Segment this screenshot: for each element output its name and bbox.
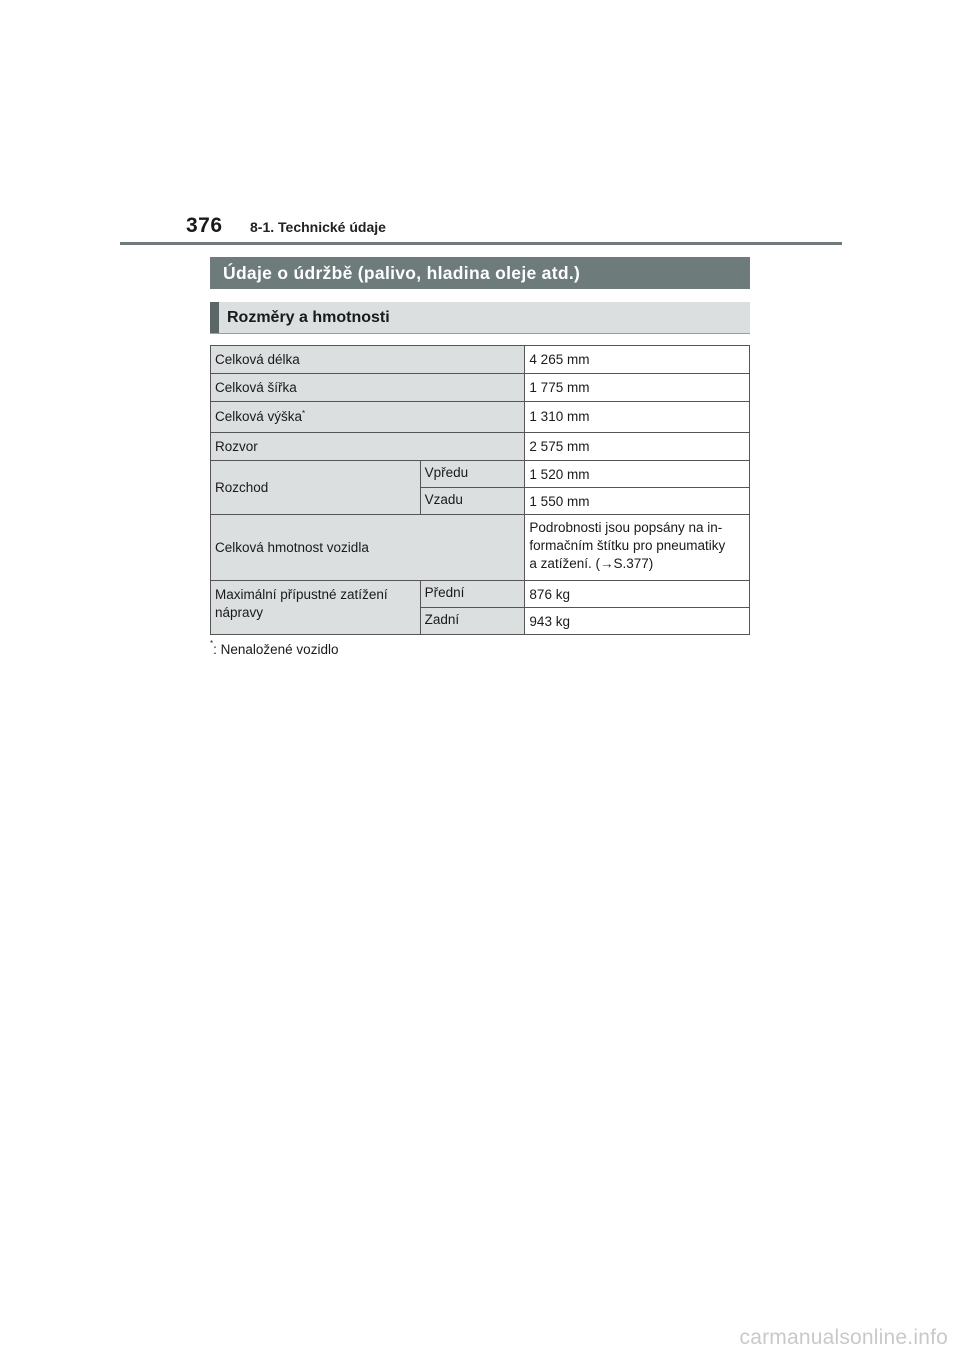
- table-row: [211, 374, 750, 402]
- track-label: Rozchod: [211, 461, 421, 515]
- wheelbase-label: Rozvor: [211, 433, 525, 461]
- length-value: 4 265 mm: [525, 346, 750, 374]
- wheelbase-value: 2 575 mm: [525, 433, 750, 461]
- header-divider: [120, 242, 842, 245]
- axle-rear-value: 943 kg: [525, 608, 750, 635]
- dimensions-table: [210, 345, 750, 635]
- axle-front-label: Přední: [420, 581, 525, 608]
- height-label: Celková výška: [215, 409, 303, 424]
- axle-load-label: [211, 581, 421, 635]
- gross-weight-label: Celková hmotnost vozidla: [211, 515, 525, 581]
- page-number: 376: [186, 214, 223, 237]
- section-title: Údaje o údržbě (palivo, hladina oleje atd.): [223, 263, 581, 283]
- table-row: [211, 346, 750, 374]
- table-row: [211, 433, 750, 461]
- footnote-text: : Nenaložené vozidlo: [213, 642, 339, 657]
- axle-load-line: Maximální přípustné zatížení: [215, 587, 388, 602]
- width-value: 1 775 mm: [525, 374, 750, 402]
- footnote-marker: *: [210, 639, 214, 648]
- gross-weight-value: [525, 515, 750, 581]
- table-row: [211, 461, 750, 488]
- gross-weight-line: Podrobnosti jsou popsány na in-: [529, 520, 723, 535]
- length-label: Celková délka: [211, 346, 525, 374]
- chapter-title: 8-1. Technické údaje: [250, 219, 386, 235]
- track-front-value: 1 520 mm: [525, 461, 750, 488]
- height-label-cell: [211, 402, 525, 433]
- footnote: [210, 639, 339, 657]
- track-front-label: Vpředu: [420, 461, 525, 488]
- width-label: Celková šířka: [211, 374, 525, 402]
- axle-front-value: 876 kg: [525, 581, 750, 608]
- table-row: [211, 515, 750, 581]
- table-row: [211, 402, 750, 433]
- height-footnote-marker: *: [302, 409, 306, 418]
- axle-load-line: nápravy: [215, 605, 264, 620]
- track-rear-label: Vzadu: [420, 488, 525, 515]
- gross-weight-line: a zatížení. (→S.377): [529, 556, 654, 571]
- subsection-accent: [210, 302, 219, 333]
- subsection-title: Rozměry a hmotnosti: [227, 309, 390, 326]
- subsection-heading: [210, 302, 750, 334]
- axle-rear-label: Zadní: [420, 608, 525, 635]
- watermark: carmanualsonline.info: [739, 1326, 948, 1349]
- table-row: [211, 581, 750, 608]
- gross-weight-line: formačním štítku pro pneumatiky: [529, 538, 726, 553]
- height-value: 1 310 mm: [525, 402, 750, 433]
- section-heading: [210, 257, 750, 289]
- track-rear-value: 1 550 mm: [525, 488, 750, 515]
